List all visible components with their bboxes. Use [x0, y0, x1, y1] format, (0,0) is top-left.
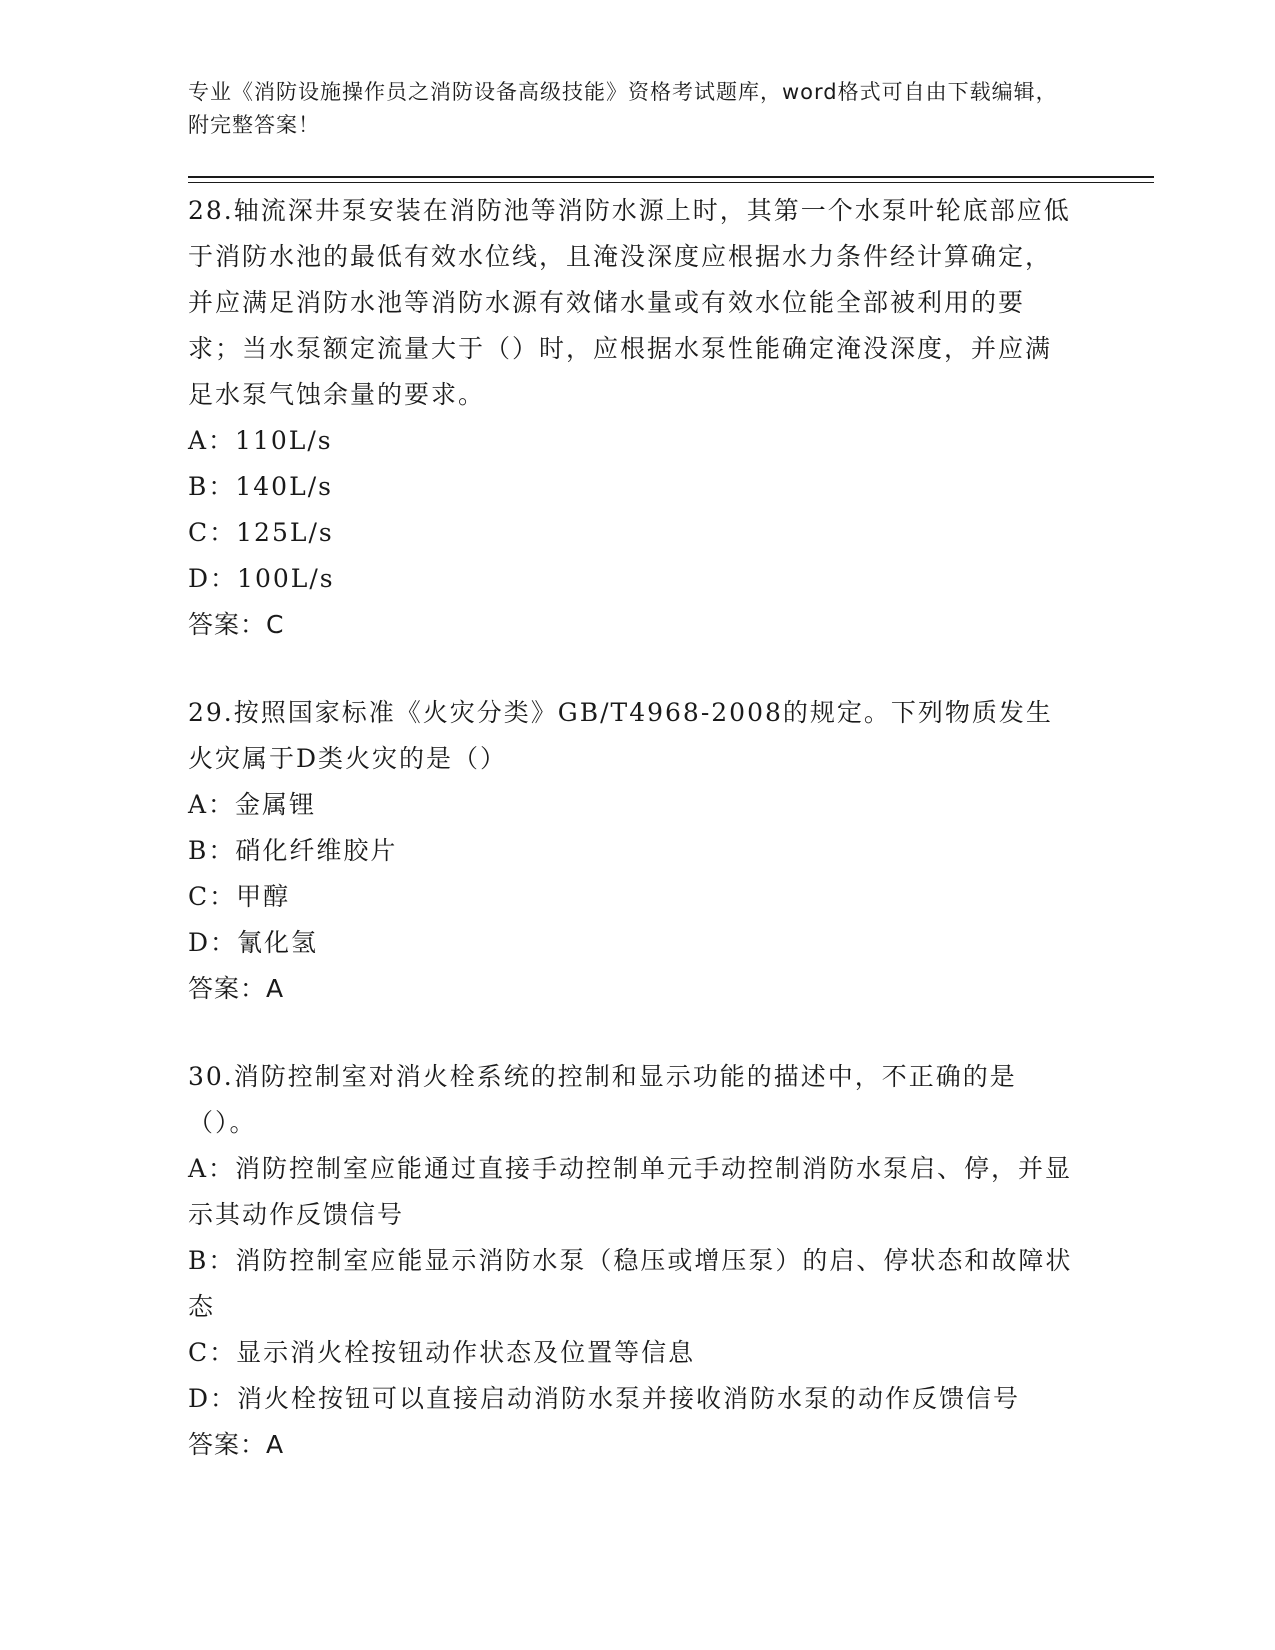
document-header: 专业《消防设施操作员之消防设备高级技能》资格考试题库，word格式可自由下载编辑，附完整答案！ [188, 80, 1058, 137]
option-d: D：氰化氢 [188, 928, 319, 957]
question-stem: 30.消防控制室对消火栓系统的控制和显示功能的描述中，不正确的是（）。 [188, 1062, 1017, 1137]
option-a: A：110L/s [188, 426, 333, 455]
option-b: B：硝化纤维胶片 [188, 836, 398, 865]
option-c: C：125L/s [188, 518, 334, 547]
option-b: B：140L/s [188, 472, 333, 501]
option-c: C：甲醇 [188, 882, 291, 911]
header-divider-thin [188, 182, 1154, 183]
question-30 [188, 1054, 1078, 1468]
question-28 [188, 188, 1078, 648]
option-a: A：金属锂 [188, 790, 317, 819]
option-a: A：消防控制室应能通过直接手动控制单元手动控制消防水泵启、停，并显示其动作反馈信号 [188, 1154, 1073, 1229]
option-d: D：消火栓按钮可以直接启动消防水泵并接收消防水泵的动作反馈信号 [188, 1384, 1021, 1413]
answer: 答案：C [188, 610, 285, 639]
option-b: B：消防控制室应能显示消防水泵（稳压或增压泵）的启、停状态和故障状态 [188, 1246, 1073, 1321]
option-c: C：显示消火栓按钮动作状态及位置等信息 [188, 1338, 696, 1367]
answer: 答案：A [188, 974, 285, 1003]
question-stem: 29.按照国家标准《火灾分类》GB/T4968-2008的规定。下列物质发生火灾属于D类火灾的是（） [188, 698, 1053, 773]
header-divider [188, 176, 1154, 178]
question-stem: 28.轴流深井泵安装在消防池等消防水源上时，其第一个水泵叶轮底部应低于消防水池的最低有效水位线，且淹没深度应根据水力条件经计算确定，并应满足消防水池等消防水源有效储水量或有效水位能全部被利用的要求；当水泵额定流量大于（）时，应根据水泵性能确定淹没深度，并应满足水泵气蚀余量的要求。 [188, 196, 1071, 409]
question-29 [188, 690, 1078, 1012]
option-d: D：100L/s [188, 564, 335, 593]
answer: 答案：A [188, 1430, 285, 1459]
